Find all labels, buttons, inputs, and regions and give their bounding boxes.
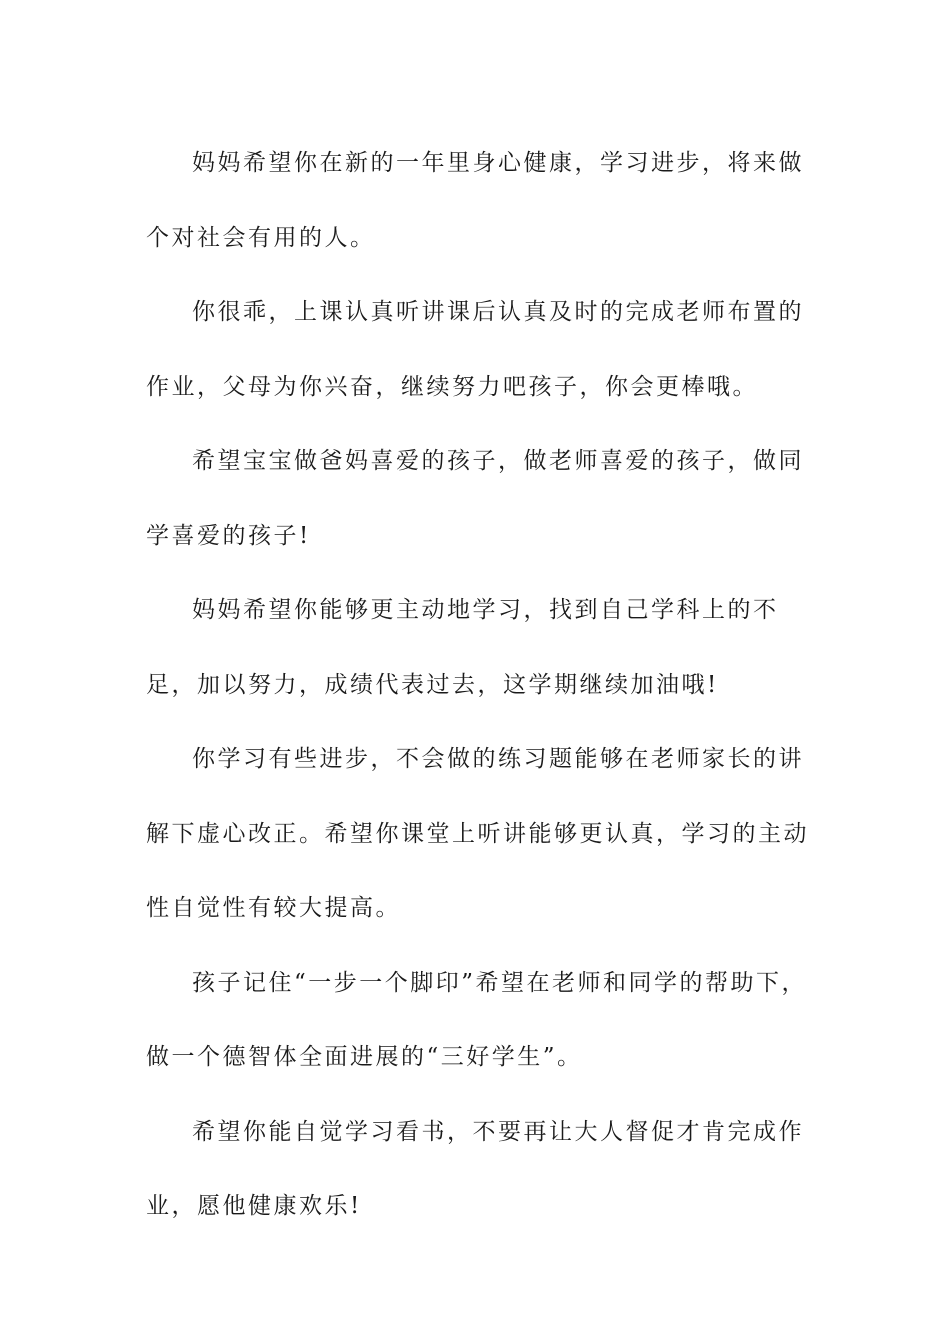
paragraph-6: 孩子记住“一步一个脚印”希望在老师和同学的帮助下，做一个德智体全面进展的“三好学生”。 (146, 969, 808, 1070)
document-body (146, 126, 818, 1244)
paragraph-1: 妈妈希望你在新的一年里身心健康，学习进步，将来做个对社会有用的人。 (146, 150, 804, 251)
paragraph-3: 希望宝宝做爸妈喜爱的孩子，做老师喜爱的孩子，做同学喜爱的孩子! (146, 448, 804, 549)
paragraph-7: 希望你能自觉学习看书，不要再让大人督促才肯完成作业，愿他健康欢乐! (146, 1118, 804, 1219)
paragraph-2: 你很乖，上课认真听讲课后认真及时的完成老师布置的作业，父母为你兴奋，继续努力吧孩子，你会更棒哦。 (146, 299, 804, 400)
paragraph-5: 你学习有些进步，不会做的练习题能够在老师家长的讲解下虚心改正。希望你课堂上听讲能够更认真，学习的主动性自觉性有较大提高。 (146, 746, 809, 921)
paragraph-4: 妈妈希望你能够更主动地学习，找到自己学科上的不足，加以努力，成绩代表过去，这学期继续加油哦! (146, 597, 779, 698)
